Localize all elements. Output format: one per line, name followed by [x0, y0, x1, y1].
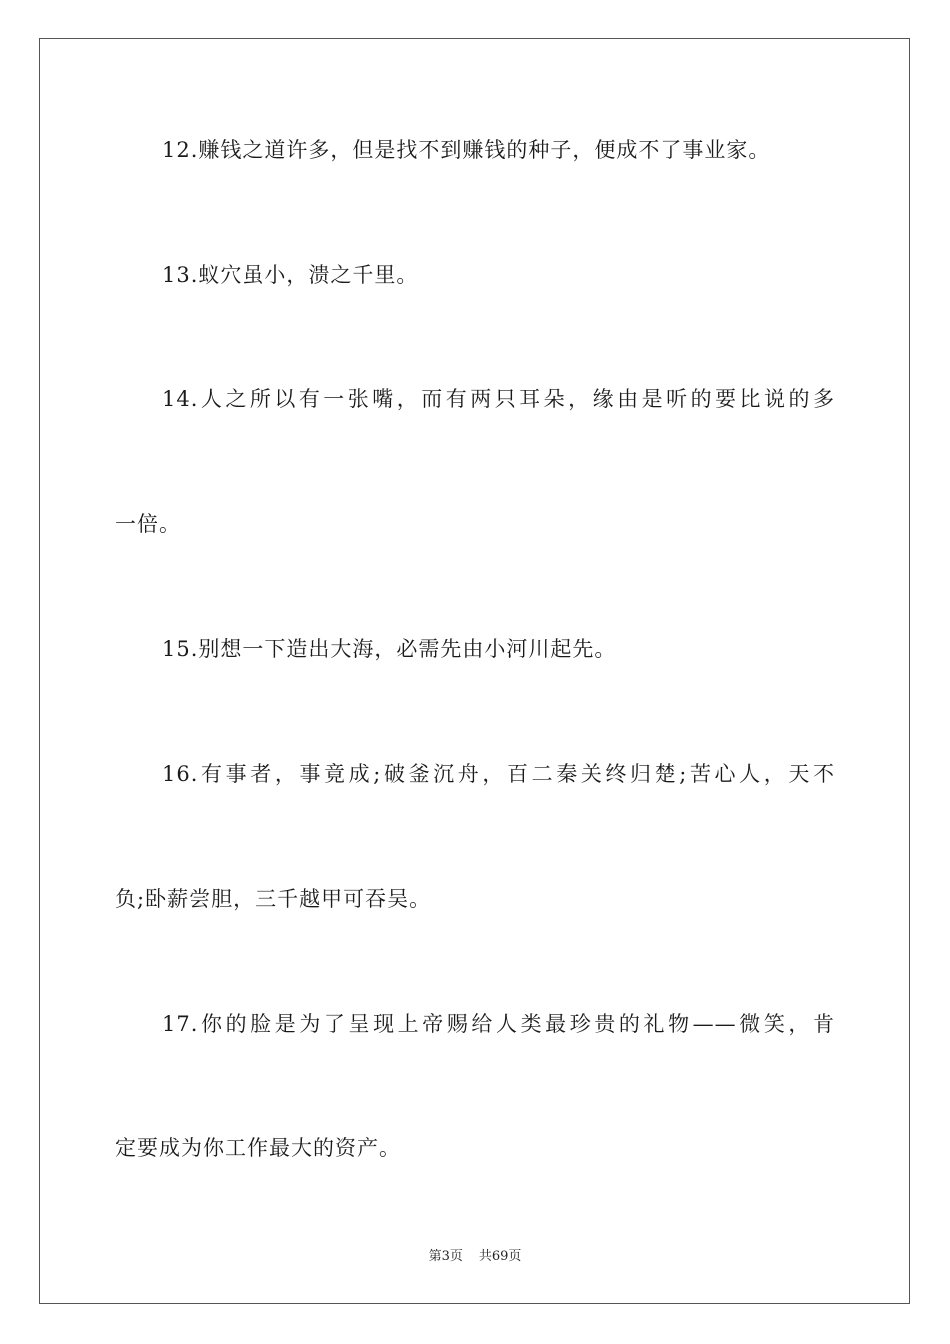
paragraph-14-line-2: 一倍。: [115, 512, 181, 536]
paragraph-15: 15.别想一下造出大海，必需先由小河川起先。: [162, 637, 617, 661]
paragraph-16-line-1: 16.有事者，事竟成;破釜沉舟，百二秦关终归楚;苦心人，天不: [162, 762, 835, 786]
page-border: [39, 38, 910, 1304]
paragraph-13: 13.蚁穴虽小，溃之千里。: [162, 263, 419, 287]
paragraph-16-line-2: 负;卧薪尝胆，三千越甲可吞吴。: [115, 887, 432, 911]
paragraph-17-line-2: 定要成为你工作最大的资产。: [115, 1136, 401, 1160]
page-footer: [0, 1248, 950, 1266]
page-number-current: 第3页: [428, 1249, 463, 1264]
page-number-total: 共69页: [478, 1249, 522, 1264]
paragraph-12: 12.赚钱之道许多，但是找不到赚钱的种子，便成不了事业家。: [162, 138, 771, 162]
paragraph-14-line-1: 14.人之所以有一张嘴，而有两只耳朵，缘由是听的要比说的多: [162, 387, 835, 411]
paragraph-17-line-1: 17.你的脸是为了呈现上帝赐给人类最珍贵的礼物——微笑，肯: [162, 1012, 835, 1036]
